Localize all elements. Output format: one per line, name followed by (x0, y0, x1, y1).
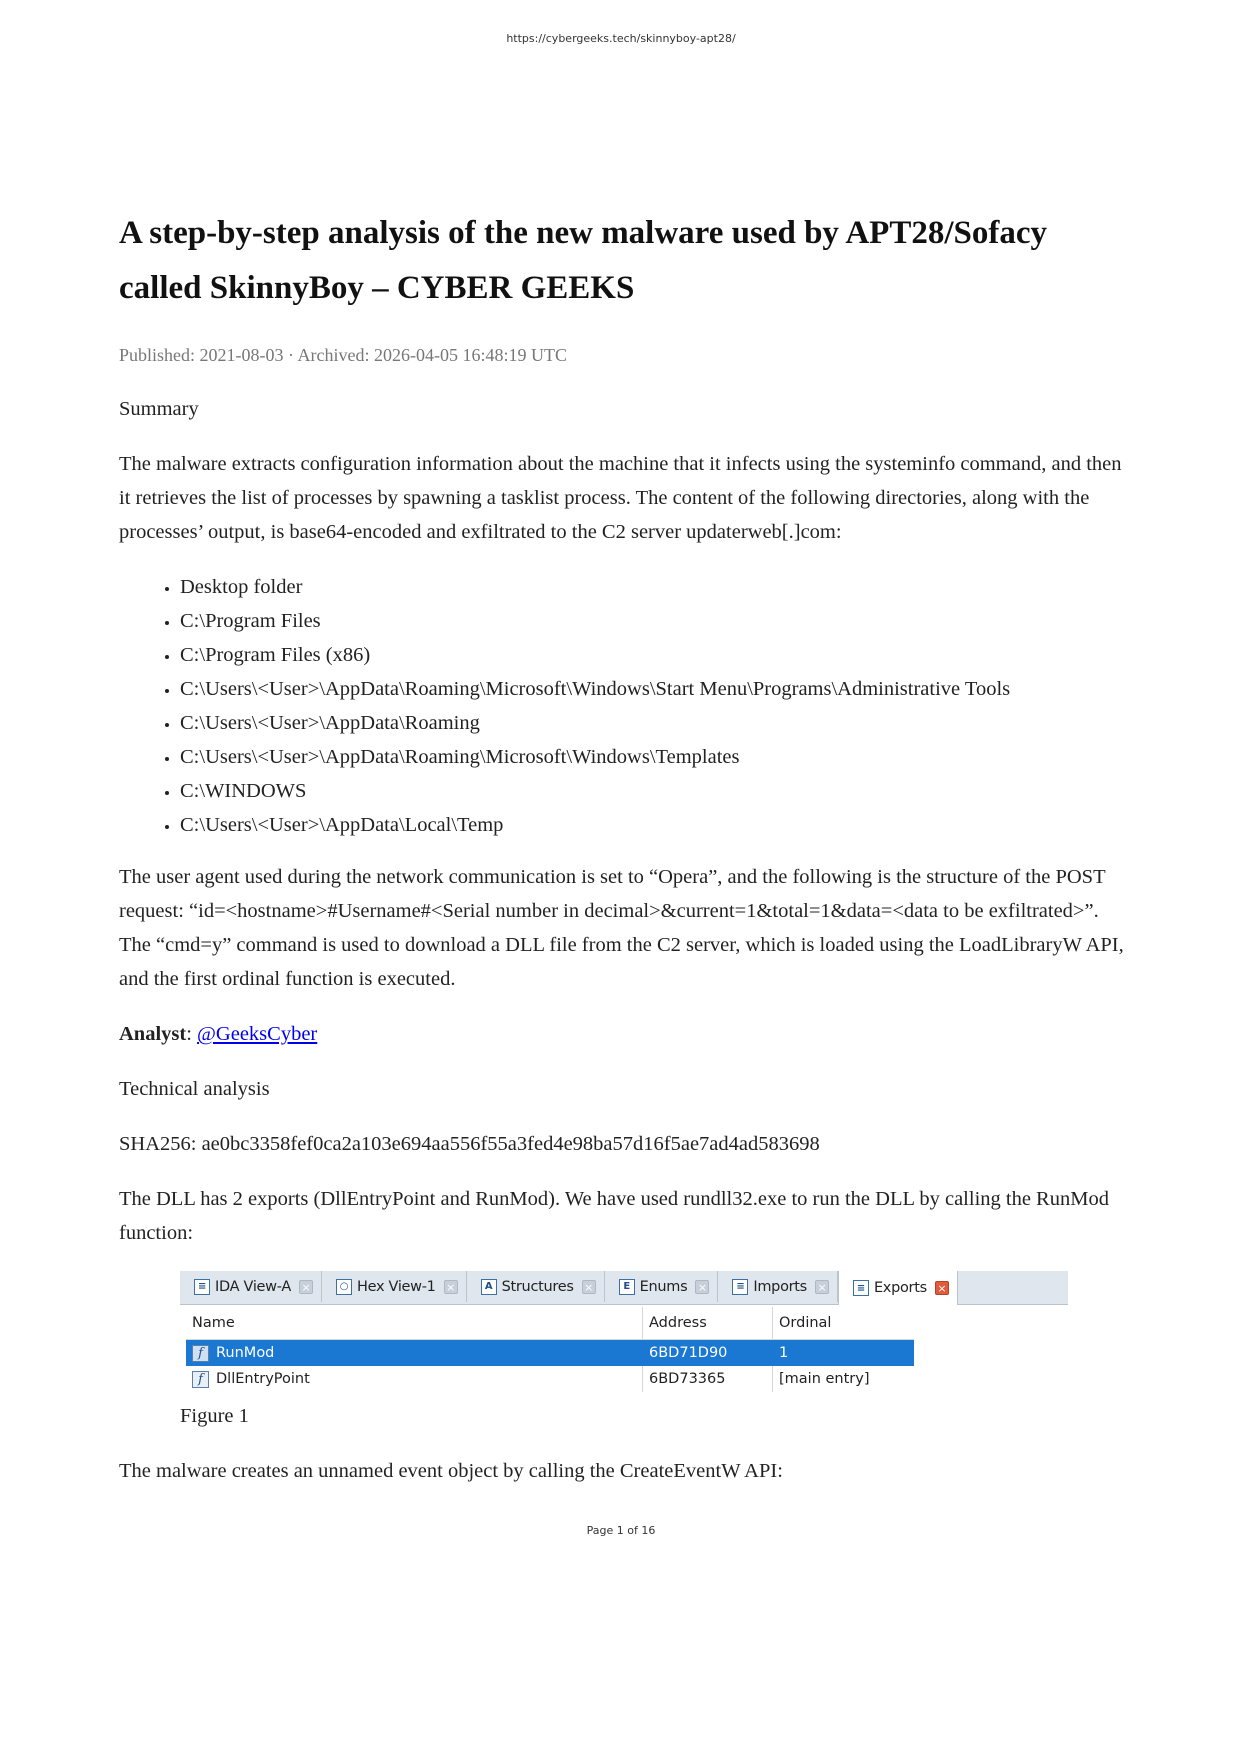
exports-table (186, 1307, 914, 1392)
close-icon[interactable]: × (695, 1280, 709, 1294)
summary-heading: Summary (119, 398, 199, 420)
list-item: • C:\Users\<User>\AppData\Roaming\Microsoft\Windows\Templates (180, 740, 1131, 774)
export-address: 6BD73365 (643, 1366, 773, 1392)
exports-icon: ≡ (853, 1280, 869, 1296)
table-row[interactable] (186, 1340, 914, 1366)
close-icon[interactable]: × (935, 1281, 949, 1295)
column-header-name[interactable]: Name (186, 1307, 643, 1339)
page-url-header: https://cybergeeks.tech/skinnyboy-apt28/ (506, 32, 736, 45)
close-icon[interactable]: × (815, 1280, 829, 1294)
column-header-address[interactable]: Address (643, 1307, 773, 1339)
ida-view-icon: ≡ (194, 1279, 210, 1295)
tab-label: Enums (639, 1278, 688, 1295)
article-title: A step-by-step analysis of the new malware used by APT28/Sofacy called SkinnyBoy – CYBER GEEKS (119, 215, 1048, 306)
summary-paragraph: The malware extracts configuration information about the machine that it infects using the systeminfo command, and then it retrieves the list of processes by spawning a tasklist process. The content of the following directories, along with the processes’ output, is base64-encoded and exfiltrated to the C2 server updaterweb[.]com: (119, 453, 1122, 543)
user-agent-paragraph: The user agent used during the network communication is set to “Opera”, and the following is the structure of the POST request: “id=<hostname>#Username#<Serial number in decimal>&current=1&total=1&data=<data to be exfiltrated>”. The “cmd=y” command is used to download a DLL file from the C2 server, which is loaded using the LoadLibraryW API, and the first ordinal function is executed. (119, 866, 1124, 990)
analyst-label: Analyst (119, 1023, 187, 1045)
list-item: • C:\Users\<User>\AppData\Local\Temp (180, 808, 1131, 842)
sha256-line: SHA256: ae0bc3358fef0ca2a103e694aa556f55a3fed4e98ba57d16f5ae7ad4ad583698 (119, 1133, 820, 1155)
analyst-link[interactable]: @GeeksCyber (197, 1023, 318, 1045)
ida-tab-bar (180, 1271, 1068, 1305)
tab-label: Exports (873, 1280, 927, 1296)
table-row[interactable] (186, 1366, 914, 1392)
close-icon[interactable]: × (582, 1280, 596, 1294)
export-address: 6BD71D90 (643, 1340, 773, 1366)
tab-exports[interactable] (838, 1271, 958, 1305)
dll-exports-paragraph: The DLL has 2 exports (DllEntryPoint and RunMod). We have used rundll32.exe to run the DLL by calling the RunMod function: (119, 1188, 1109, 1244)
enums-icon: E (619, 1279, 635, 1295)
analyst-line (119, 1017, 1131, 1051)
publish-meta: Published: 2021-08-03 · Archived: 2026-04-05 16:48:19 UTC (119, 345, 567, 365)
imports-icon: ≡ (732, 1279, 748, 1295)
list-item: • C:\Users\<User>\AppData\Roaming\Microsoft\Windows\Start Menu\Programs\Administrative Tools (180, 672, 1131, 706)
tab-label: IDA View-A (215, 1278, 291, 1295)
function-icon: f (192, 1371, 209, 1388)
structures-icon: A (481, 1279, 497, 1295)
close-icon[interactable]: × (299, 1280, 313, 1294)
list-item: • Desktop folder (180, 570, 1131, 604)
figure-caption: Figure 1 (180, 1405, 249, 1427)
list-item: • C:\Users\<User>\AppData\Roaming (180, 706, 1131, 740)
exports-table-header (186, 1307, 914, 1340)
tab-enums[interactable] (605, 1271, 719, 1302)
tab-hex-view[interactable] (322, 1271, 467, 1302)
tab-imports[interactable] (718, 1271, 838, 1302)
hex-view-icon: ○ (336, 1279, 352, 1295)
function-icon: f (192, 1345, 209, 1362)
technical-heading: Technical analysis (119, 1078, 270, 1100)
tab-label: Hex View-1 (356, 1278, 436, 1295)
export-name: RunMod (216, 1345, 275, 1361)
article-content (119, 206, 1131, 1509)
ida-exports-screenshot (180, 1271, 1068, 1387)
page-number: Page 1 of 16 (586, 1524, 656, 1537)
list-item: • C:\Program Files (x86) (180, 638, 1131, 672)
analyst-separator: : (186, 1023, 198, 1045)
export-name: DllEntryPoint (216, 1371, 310, 1387)
directory-list (119, 570, 1131, 842)
event-object-paragraph: The malware creates an unnamed event object by calling the CreateEventW API: (119, 1460, 783, 1482)
export-name-cell (186, 1340, 643, 1366)
column-header-ordinal[interactable]: Ordinal (779, 1315, 832, 1331)
close-icon[interactable]: × (444, 1280, 458, 1294)
tab-ida-view[interactable] (180, 1271, 322, 1302)
export-name-cell (186, 1366, 643, 1392)
export-ordinal: [main entry] (779, 1371, 870, 1387)
list-item: • C:\WINDOWS (180, 774, 1131, 808)
export-ordinal: 1 (779, 1345, 789, 1361)
list-item: • C:\Program Files (180, 604, 1131, 638)
figure-1 (180, 1271, 1131, 1387)
tab-label: Structures (501, 1278, 574, 1295)
tab-structures[interactable] (467, 1271, 605, 1302)
tab-label: Imports (753, 1278, 807, 1295)
